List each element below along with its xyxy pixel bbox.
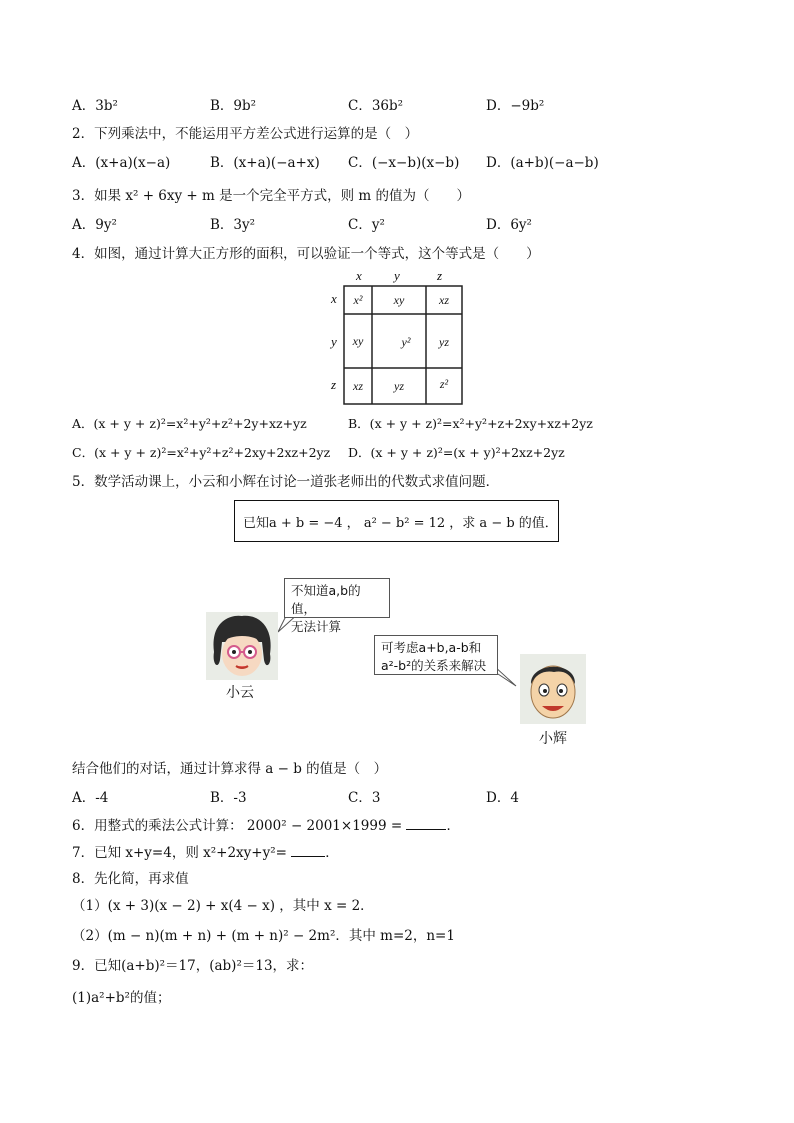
- q2-option-b: B．(x+a)(−a+x): [210, 155, 320, 171]
- q1-option-a: A．3b²: [72, 98, 118, 114]
- bubble-right-line: 可考虑a+b,a-b和: [381, 640, 482, 655]
- q3-option-c: C．y²: [348, 217, 385, 233]
- col-label: z: [437, 268, 443, 283]
- q3-option-a: A．9y²: [72, 217, 117, 233]
- q3-option-d: D．6y²: [486, 217, 532, 233]
- q2-option-c: C．(−x−b)(x−b): [348, 155, 460, 171]
- q9-part-1: (1)a²+b²的值；: [72, 990, 171, 1006]
- q8-stem: 8．先化简，再求值: [72, 871, 189, 887]
- q4-stem: 4．如图，通过计算大正方形的面积，可以验证一个等式，这个等式是（ ）: [72, 246, 540, 262]
- row-label: x: [331, 291, 337, 306]
- row-label: z: [331, 377, 337, 392]
- q4-option-a: A．(x + y + z)²=x²+y²+z²+2y+xz+yz: [72, 416, 307, 431]
- q6-answer-blank: [406, 815, 446, 830]
- q5-option-d: D．4: [486, 790, 519, 806]
- xiaohui-avatar-icon: [520, 654, 586, 724]
- bubble-right-line: a²-b²的关系来解决: [381, 658, 487, 673]
- q3-option-b: B．3y²: [210, 217, 256, 233]
- name-xiaohui: 小辉: [539, 731, 567, 747]
- speech-bubble-right: [374, 635, 498, 675]
- q3-stem: 3．如果 x² + 6xy + m 是一个完全平方式，则 m 的值为（ ）: [72, 188, 470, 204]
- col-label: y: [394, 268, 400, 283]
- speech-bubble-left: [284, 578, 390, 634]
- q2-stem: 2．下列乘法中，不能运用平方差公式进行运算的是（ ）: [72, 126, 419, 142]
- q1-option-c: C．36b²: [348, 98, 404, 114]
- q8-part-1: （1）(x + 3)(x − 2) + x(4 − x) ，其中 x = 2．: [72, 898, 374, 914]
- q4-option-c: C．(x + y + z)²=x²+y²+z²+2xy+2xz+2yz: [72, 445, 331, 460]
- cell: xy: [393, 293, 405, 307]
- q7: [72, 842, 339, 863]
- q5-stem: 5．数学活动课上，小云和小辉在讨论一道张老师出的代数式求值问题．: [72, 474, 500, 490]
- q5-option-b: B．-3: [210, 790, 247, 806]
- q5-box-text: 已知a + b = −4 ， a² − b² = 12 ，求 a − b 的值．: [243, 515, 558, 531]
- q6: [72, 815, 460, 836]
- cell: yz: [439, 335, 449, 349]
- q6-text: 6．用整式的乘法公式计算： 2000² − 2001×1999 =: [72, 818, 403, 834]
- cell: z²: [439, 377, 449, 391]
- q5-problem-box: [234, 500, 559, 542]
- name-xiaoyun: 小云: [226, 685, 254, 701]
- q8-part-2: （2）(m − n)(m + n) + (m + n)² − 2m²．其中 m=2，n=1: [72, 928, 455, 944]
- cell: xy: [352, 334, 364, 348]
- q4-option-d: D．(x + y + z)²=(x + y)²+2xz+2yz: [348, 445, 565, 460]
- q7-period: ．: [325, 845, 339, 861]
- bubble-left-line: 无法计算: [291, 619, 342, 634]
- col-label: x: [356, 268, 362, 283]
- row-label: y: [331, 334, 337, 349]
- cell: xz: [439, 293, 449, 307]
- q2-option-d: D．(a+b)(−a−b): [486, 155, 599, 171]
- q6-period: ．: [446, 818, 460, 834]
- q5-question: 结合他们的对话，通过计算求得 a − b 的值是（ ）: [72, 761, 388, 777]
- q5-option-c: C．3: [348, 790, 381, 806]
- q9-stem: 9．已知(a+b)²＝17，(ab)²＝13，求：: [72, 958, 314, 974]
- q4-square-diagram: [326, 268, 466, 408]
- cell: yz: [394, 379, 404, 393]
- q7-answer-blank: [291, 842, 325, 857]
- q5-option-a: A．-4: [72, 790, 109, 806]
- q7-text: 7．已知 x+y=4，则 x²+2xy+y²=: [72, 845, 287, 861]
- q1-option-d: D．−9b²: [486, 98, 545, 114]
- cell: xz: [353, 379, 363, 393]
- q4-option-b: B．(x + y + z)²=x²+y²+z+2xy+xz+2yz: [348, 416, 593, 431]
- cell: x²: [353, 293, 363, 307]
- cell: y²: [401, 335, 411, 349]
- q2-option-a: A．(x+a)(x−a): [72, 155, 171, 171]
- q1-option-b: B．9b²: [210, 98, 257, 114]
- bubble-left-line: 不知道a,b的值，: [291, 583, 361, 616]
- xiaoyun-avatar-icon: [206, 612, 278, 680]
